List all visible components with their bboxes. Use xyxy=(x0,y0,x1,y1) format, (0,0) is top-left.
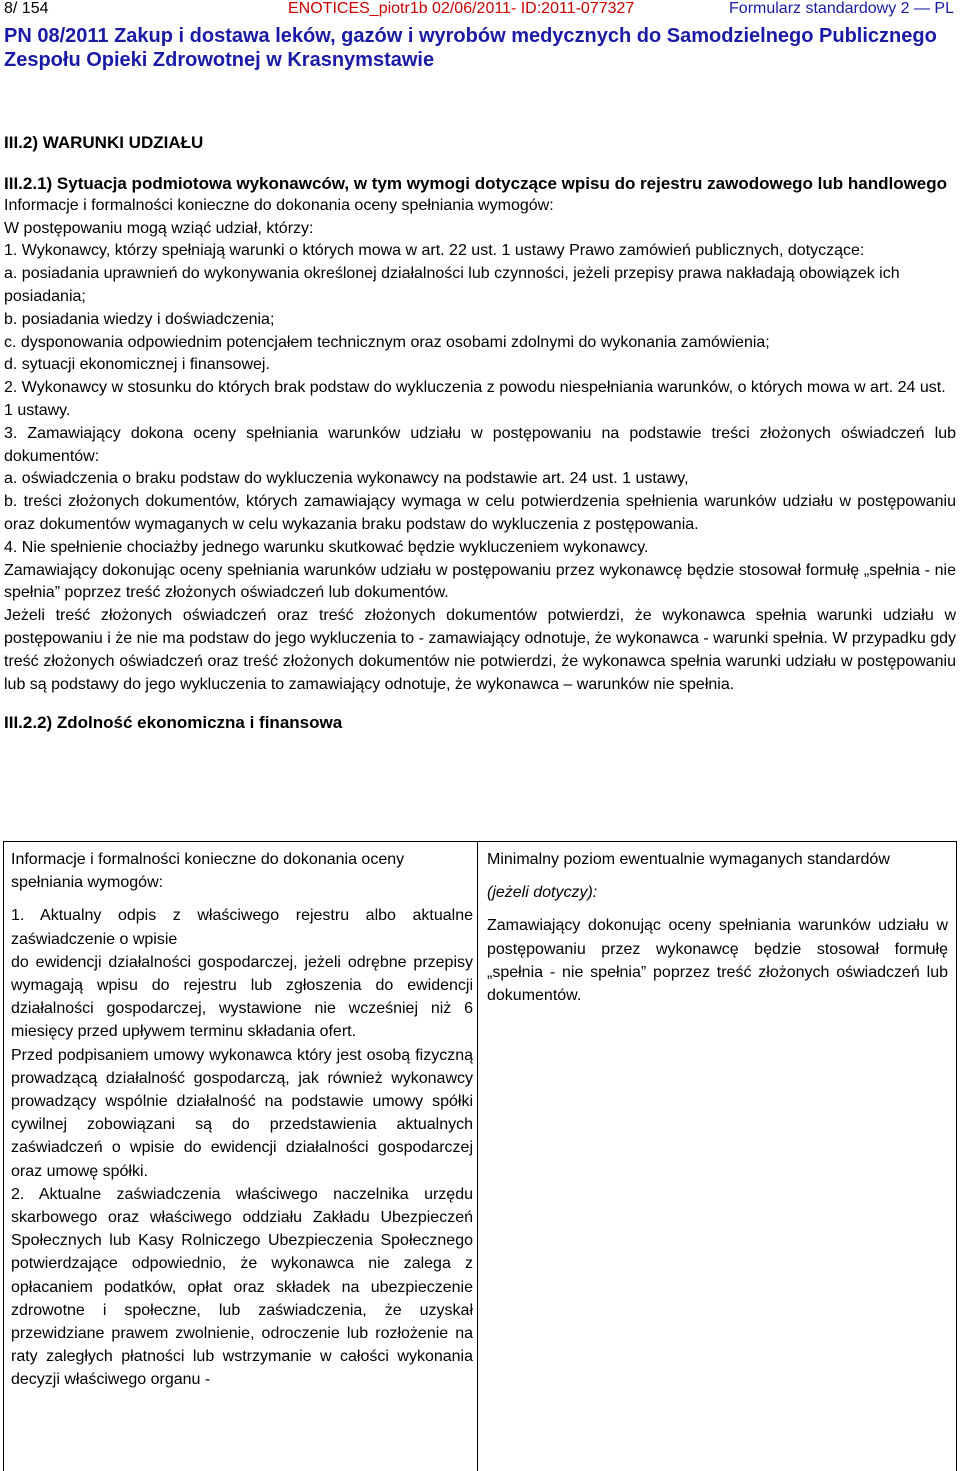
page-number: 8/ 154 xyxy=(4,0,49,17)
info-line: Informacje i formalności konieczne do dokonania oceny spełniania wymogów: xyxy=(4,196,554,214)
document-id: ENOTICES_piotr1b 02/06/2011- ID:2011-077327 xyxy=(288,0,635,17)
intro-line: W postępowaniu mogą wziąć udział, którzy: xyxy=(4,219,314,237)
paragraph-5: Zamawiający dokonując oceny spełniania warunków udziału w postępowaniu przez wykonawcę będzie stosował formułę „spełnia - nie spełnia” poprzez treść złożonych oświadczeń lub dokumentów. xyxy=(4,561,956,602)
section-heading-iii22: III.2.2) Zdolność ekonomiczna i finansowa xyxy=(4,713,343,733)
paragraph-3: 3. Zamawiający dokona oceny spełniania warunków udziału w postępowaniu na podstawie treści złożonych oświadczeń lub dokumentów: xyxy=(4,424,956,465)
left-item-1-cont: do ewidencji działalności gospodarczej, jeżeli odrębne przepisy wymagają wpisu do rejestru lub zgłoszenia do ewidencji działalności gospodarczej, wystawione nie wcześniej niż 6 miesięcy przed upływem terminu składania ofert. xyxy=(11,953,473,1041)
left-item-1-note: Przed podpisaniem umowy wykonawca który jest osobą fizyczną prowadzącą działalność gospodarczą, jak również wykonawcy prowadzący wspólnie działalność na podstawie umowy spółki cywilnej zobowiązani są do przedstawienia aktualnych zaświadczeń o wpisie do ewidencji działalności gospodarczej oraz umowę spółki. xyxy=(11,1046,473,1180)
paragraph-1: 1. Wykonawcy, którzy spełniają warunki o których mowa w art. 22 ust. 1 ustawy Prawo zamówień publicznych, dotyczące: xyxy=(4,242,865,260)
section-heading-iii21: III.2.1) Sytuacja podmiotowa wykonawców, w tym wymogi dotyczące wpisu do rejestru zawodowego lub handlowego xyxy=(4,173,948,193)
document-title: PN 08/2011 Zakup i dostawa leków, gazów i wyrobów medycznych do Samodzielnego Publicznego Zespołu Opieki Zdrowotnej w Krasnymstawie xyxy=(4,25,937,71)
paragraph-6: Jeżeli treść złożonych oświadczeń oraz treść złożonych dokumentów potwierdzi, że wykonawca spełnia warunki udziału w postępowaniu i że nie ma podstaw do jego wykluczenia to - zamawiający odnotuje, że wykonawca - warunki spełnia. W przypadku gdy treść złożonych oświadczeń oraz treść złożonych dokumentów nie potwierdzi, że wykonawca spełnia warunki udziału w postępowaniu lub są podstawy do jego wykluczenia to zamawiający odnotuje, że wykonawca – warunków nie spełnia. xyxy=(4,607,956,693)
paragraph-3b: b. treści złożonych dokumentów, których zamawiający wymaga w celu potwierdzenia spełnienia warunków udziału w postępowaniu oraz dokumentów wymaganych w celu wykazania braku podstaw do wykluczenia z postępowania. xyxy=(4,493,956,533)
left-item-1: 1. Aktualny odpis z właściwego rejestru albo aktualne zaświadczenie o wpisie xyxy=(11,907,473,948)
paragraph-3a: a. oświadczenia o braku podstaw do wykluczenia wykonawcy na podstawie art. 24 ust. 1 ustawy, xyxy=(4,470,689,488)
left-item-2: 2. Aktualne zaświadczenia właściwego naczelnika urzędu skarbowego oraz właściwego oddziału Zakładu Ubezpieczeń Społecznych lub Kasy Rolniczego Ubezpieczenia Społecznego potwierdzające odpowiednio, że wykonawca nie zalega z opłacaniem podatków, opłat oraz składek na ubezpieczenie zdrowotne i społeczne, lub zaświadczenia, że uzyskał przewidziane prawem zwolnienie, odroczenie lub rozłożenie na raty zaległych płatności lub wstrzymanie w całości wykonania decyzji właściwego organu - xyxy=(11,1185,473,1389)
form-name: Formularz standardowy 2 — PL xyxy=(729,0,954,17)
right-column-subheading: (jeżeli dotyczy): xyxy=(487,884,598,902)
paragraph-1c: c. dysponowania odpowiednim potencjałem technicznym oraz osobami zdolnymi do wykonania zamówienia; xyxy=(4,333,770,351)
paragraph-1d: d. sytuacji ekonomicznej i finansowej. xyxy=(4,356,270,374)
paragraph-1b: b. posiadania wiedzy i doświadczenia; xyxy=(4,310,275,328)
right-column-heading: Minimalny poziom ewentualnie wymaganych standardów xyxy=(487,851,890,868)
left-column-heading: Informacje i formalności konieczne do dokonania oceny spełniania wymogów: xyxy=(11,851,405,892)
table-left-column xyxy=(4,842,478,1471)
main-content xyxy=(4,132,956,735)
table-right-column xyxy=(478,842,956,1471)
page-header xyxy=(4,0,954,20)
requirements-table xyxy=(3,841,957,1471)
section-heading-iii2: III.2) WARUNKI UDZIAŁU xyxy=(4,133,204,152)
paragraph-4: 4. Nie spełnienie chociażby jednego warunku skutkować będzie wykluczeniem wykonawcy. xyxy=(4,538,649,556)
right-column-body: Zamawiający dokonując oceny spełniania warunków udziału w postępowaniu przez wykonawcę będzie stosował formułę „spełnia - nie spełnia” poprzez treść złożonych oświadczeń lub dokumentów. xyxy=(487,917,948,1005)
paragraph-1a: a. posiadania uprawnień do wykonywania określonej działalności lub czynności, jeżeli przepisy prawa nakładają obowiązek ich posiadania; xyxy=(4,265,900,305)
paragraph-2: 2. Wykonawcy w stosunku do których brak podstaw do wykluczenia z powodu niespełniania warunków, o których mowa w art. 24 ust. 1 ustawy. xyxy=(4,379,946,419)
